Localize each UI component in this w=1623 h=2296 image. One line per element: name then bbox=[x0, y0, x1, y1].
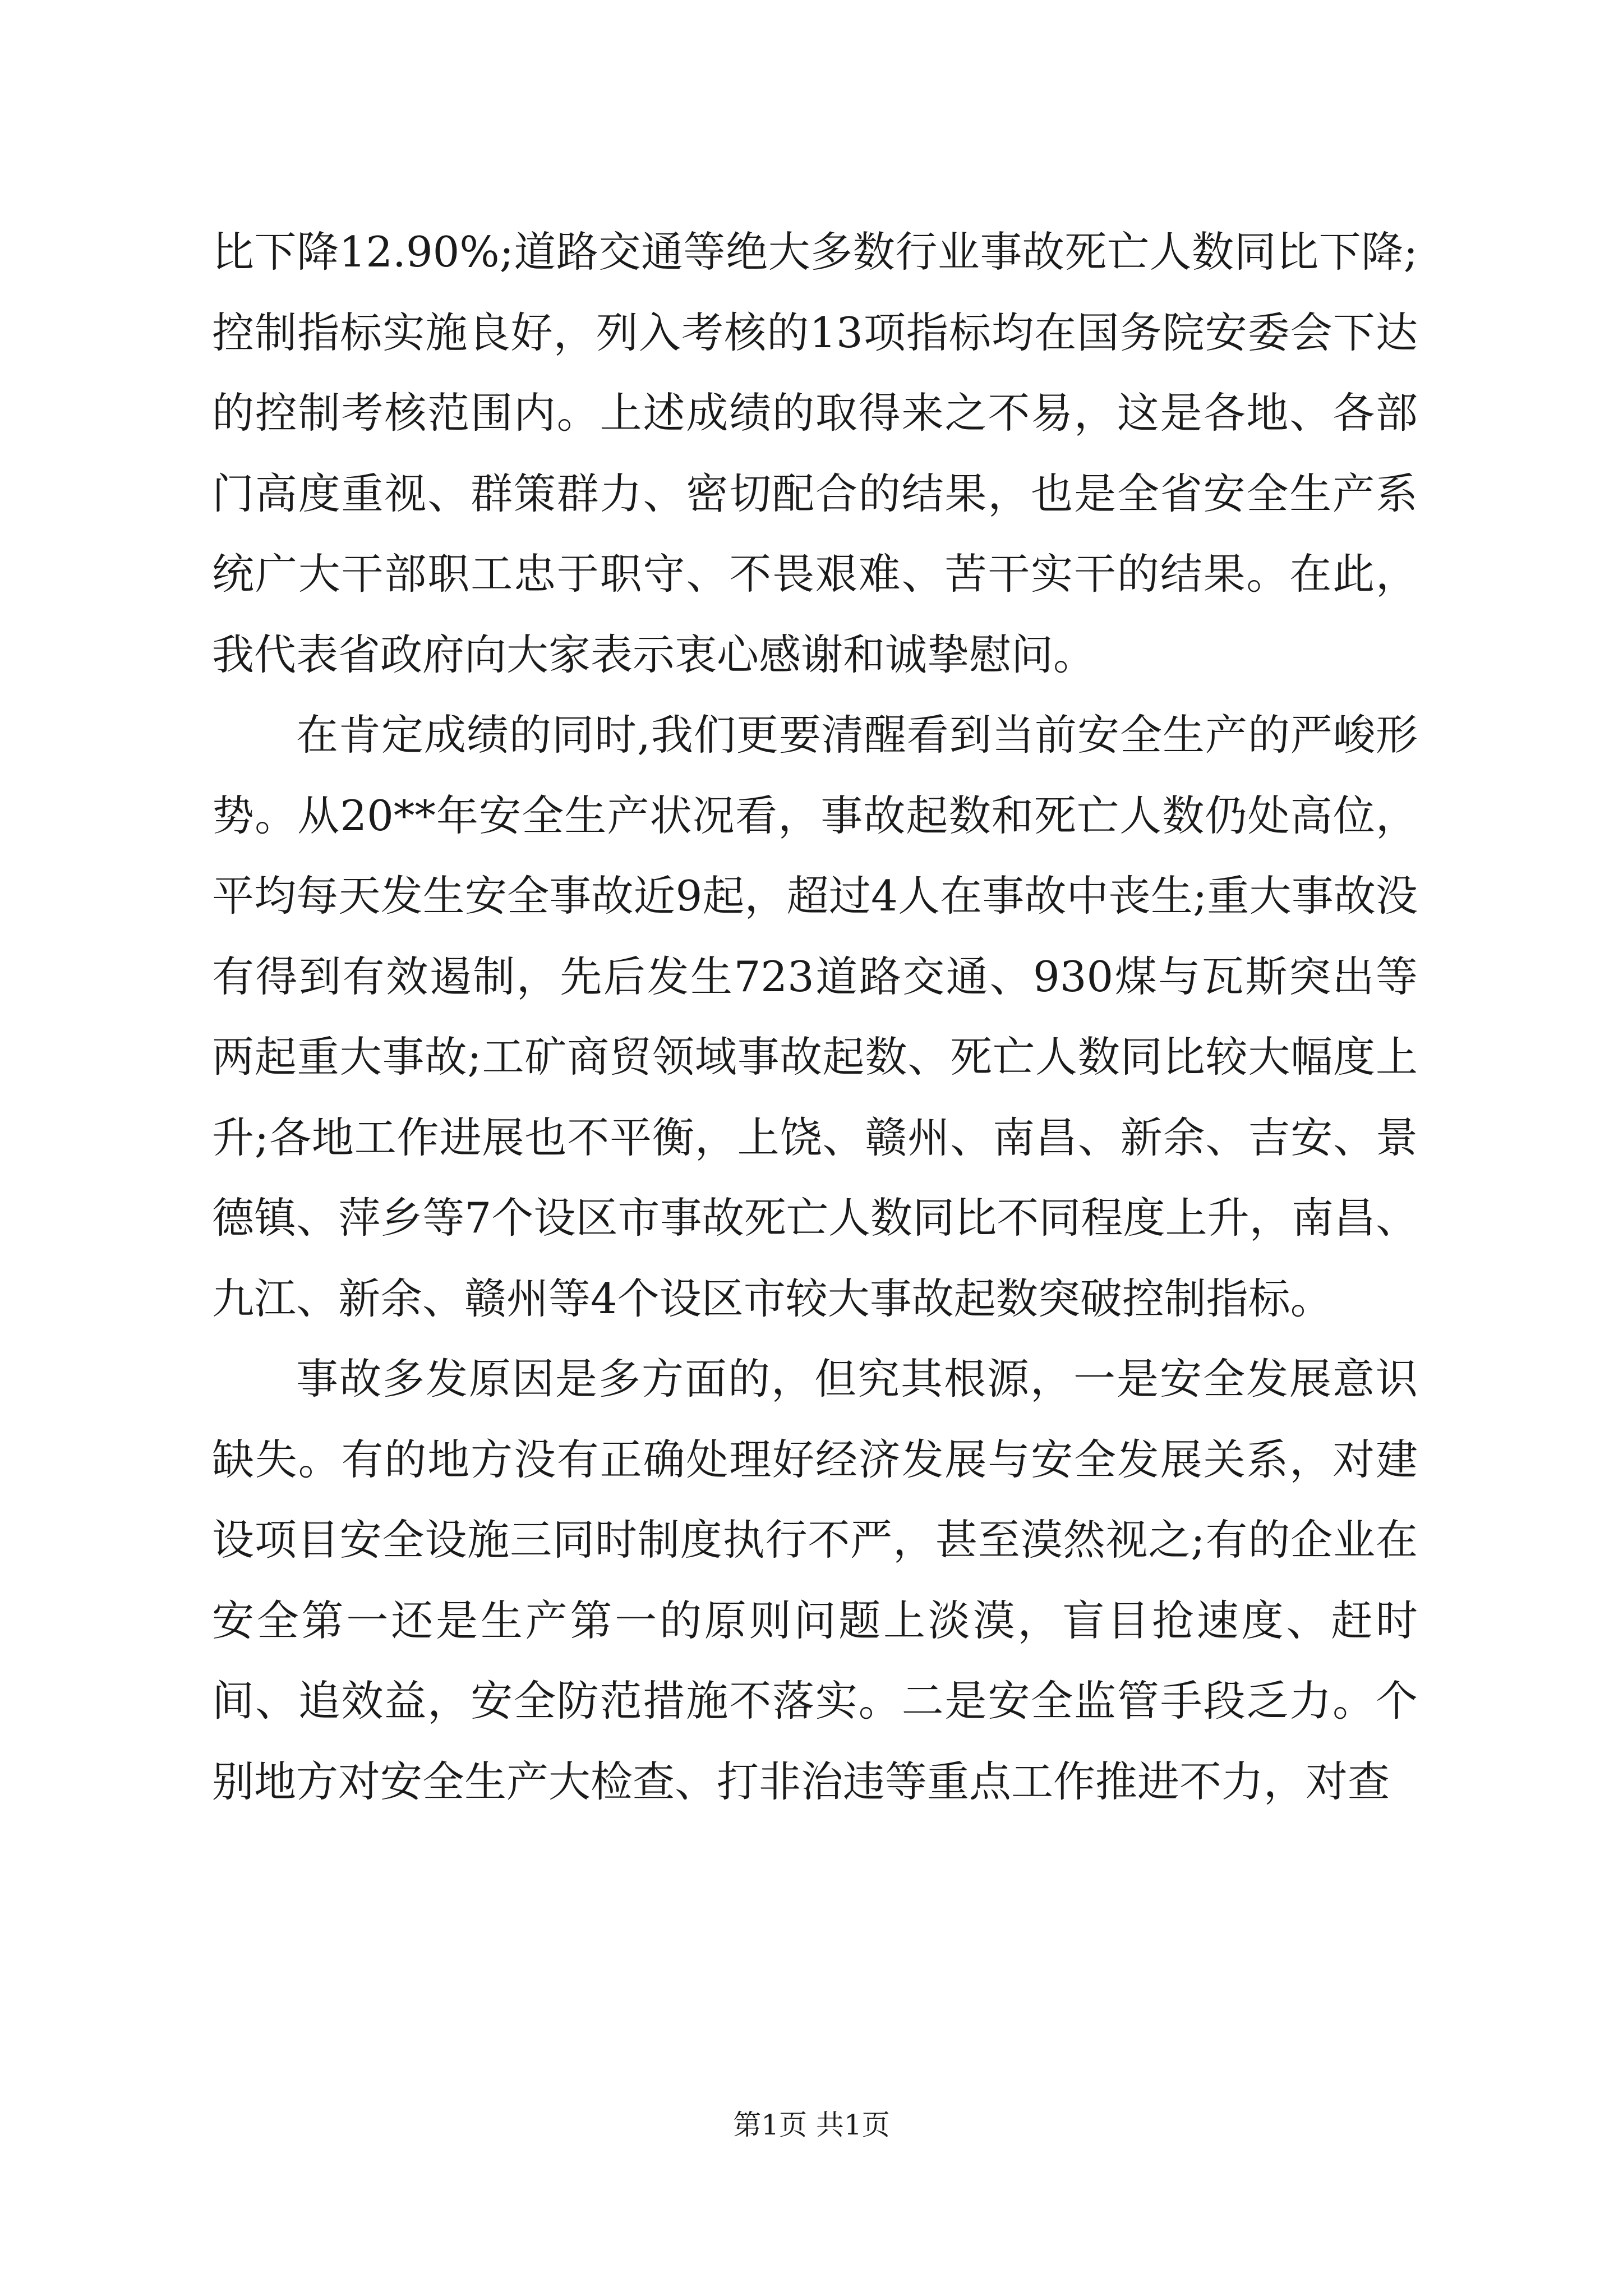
paragraph-1: 比下降12.90%;道路交通等绝大多数行业事故死亡人数同比下降;控制指标实施良好，列入考核的13项指标均在国务院安委会下达的控制考核范围内。上述成绩的取得来之不易，这是各地、各部门高度重视、群策群力、密切配合的结果，也是全省安全生产系统广大干部职工忠于职守、不畏艰难、苦干实干的结果。在此，我代表省政府向大家表示衷心感谢和诚挚慰问。 bbox=[212, 227, 1418, 679]
paragraph-2: 在肯定成绩的同时,我们更要清醒看到当前安全生产的严峻形势。从20**年安全生产状况看，事故起数和死亡人数仍处高位，平均每天发生安全事故近9起，超过4人在事故中丧生;重大事故没有得到有效遏制，先后发生723道路交通、930煤与瓦斯突出等两起重大事故;工矿商贸领域事故起数、死亡人数同比较大幅度上升;各地工作进展也不平衡，上饶、赣州、南昌、新余、吉安、景德镇、萍乡等7个设区市事故死亡人数同比不同程度上升，南昌、九江、新余、赣州等4个设区市较大事故起数突破控制指标。 bbox=[212, 710, 1418, 1323]
page-footer: 第1页 共1页 bbox=[733, 2109, 890, 2141]
paragraph-3: 事故多发原因是多方面的，但究其根源，一是安全发展意识缺失。有的地方没有正确处理好经济发展与安全发展关系，对建设项目安全设施三同时制度执行不严，甚至漠然视之;有的企业在安全第一还是生产第一的原则问题上淡漠，盲目抢速度、赶时间、追效益，安全防范措施不落实。二是安全监管手段乏力。个别地方对安全生产大检查、打非治违等重点工作推进不力，对查 bbox=[212, 1354, 1418, 1806]
document-body bbox=[212, 212, 1418, 1822]
